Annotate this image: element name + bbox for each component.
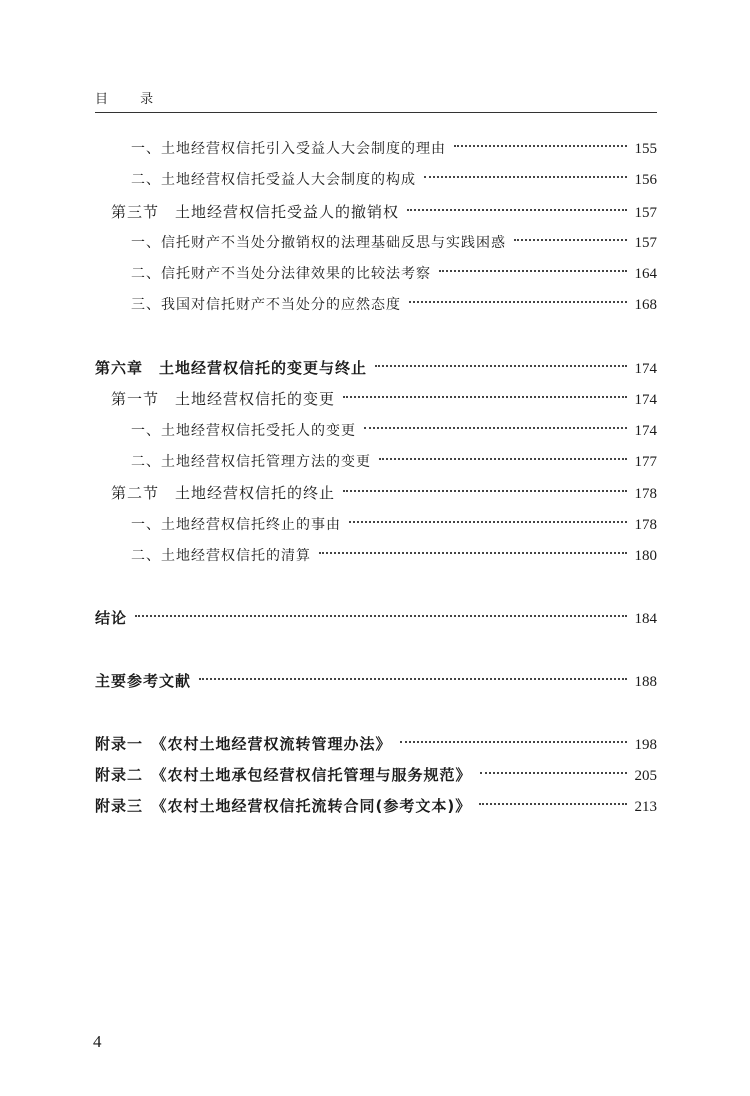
toc-entry[interactable]: [131, 419, 657, 443]
toc-leader-dots: [379, 458, 627, 460]
toc-leader-dots: [343, 396, 626, 398]
toc-page-number: 164: [634, 266, 657, 282]
toc-entry-title: 一、信托财产不当处分撤销权的法理基础反思与实践困惑: [131, 235, 506, 251]
toc-entry[interactable]: [131, 450, 657, 474]
toc-entry-title: 一、土地经营权信托引入受益人大会制度的理由: [131, 141, 446, 157]
toc-page-number: 177: [634, 454, 657, 470]
toc-entry-title: 三、我国对信托财产不当处分的应然态度: [131, 297, 401, 313]
toc-page-number: 198: [634, 737, 657, 753]
toc-leader-dots: [479, 803, 626, 805]
toc-entry[interactable]: [131, 293, 657, 317]
toc-leader-dots: [199, 678, 626, 680]
running-header: [95, 88, 657, 113]
toc-page-number: 156: [634, 172, 657, 188]
toc-entry-title: 结论: [95, 609, 128, 627]
toc-entry-appendix[interactable]: [95, 763, 657, 787]
toc-leader-dots: [439, 270, 627, 272]
toc-entry[interactable]: [131, 137, 657, 161]
toc-entry-title: 第三节 土地经营权信托受益人的撤销权: [111, 203, 400, 221]
toc-entry-title: 第二节 土地经营权信托的终止: [111, 484, 336, 502]
toc-entry-chapter[interactable]: [95, 669, 657, 693]
toc-leader-dots: [349, 521, 627, 523]
toc-page-number: 188: [634, 674, 657, 690]
toc-page-number: 174: [634, 361, 657, 377]
toc-entry-title: 第六章 土地经营权信托的变更与终止: [95, 359, 368, 377]
toc-leader-dots: [400, 741, 627, 743]
toc-page-number: 178: [634, 517, 657, 533]
toc-entry-title: 一、土地经营权信托终止的事由: [131, 517, 341, 533]
toc-entry-chapter[interactable]: [95, 606, 657, 630]
toc-page-number: 178: [634, 486, 657, 502]
toc-entry-title: 第一节 土地经营权信托的变更: [111, 390, 336, 408]
toc-entry-title: 二、土地经营权信托的清算: [131, 548, 311, 564]
toc-entry[interactable]: [111, 481, 657, 505]
toc-leader-dots: [407, 209, 626, 211]
toc-page-number: 155: [634, 141, 657, 157]
header-title: 目 录: [95, 92, 168, 107]
toc-entry[interactable]: [111, 200, 657, 224]
toc-leader-dots: [375, 365, 626, 367]
toc-page-number: 213: [634, 799, 657, 815]
toc-entry-chapter[interactable]: [95, 356, 657, 380]
toc-leader-dots: [409, 301, 627, 303]
toc-page-number: 180: [634, 548, 657, 564]
toc-leader-dots: [343, 490, 626, 492]
toc-page-number: 168: [634, 297, 657, 313]
toc-entry[interactable]: [131, 168, 657, 192]
toc-entry-title: 一、土地经营权信托受托人的变更: [131, 423, 356, 439]
toc-leader-dots: [480, 772, 627, 774]
toc-entry-title: 附录一 《农村土地经营权流转管理办法》: [95, 735, 392, 753]
toc-entry-title: 二、土地经营权信托管理方法的变更: [131, 454, 371, 470]
toc-leader-dots: [135, 615, 626, 617]
toc-page-number: 174: [634, 392, 657, 408]
toc-entry-appendix[interactable]: [95, 732, 657, 756]
page-number: 4: [93, 1032, 102, 1051]
toc-entry-appendix[interactable]: [95, 794, 657, 818]
toc-leader-dots: [514, 239, 627, 241]
toc-page-number: 157: [634, 205, 657, 221]
toc-entry[interactable]: [131, 513, 657, 537]
toc-page-number: 174: [634, 423, 657, 439]
toc-page-number: 157: [634, 235, 657, 251]
toc-entry-title: 附录三 《农村土地经营权信托流转合同(参考文本)》: [95, 797, 472, 815]
toc-entry[interactable]: [131, 262, 657, 286]
toc-entry[interactable]: [131, 231, 657, 255]
toc-entry-title: 主要参考文献: [95, 672, 192, 690]
toc-leader-dots: [364, 427, 627, 429]
toc-entry[interactable]: [111, 387, 657, 411]
toc-page-number: 184: [634, 611, 657, 627]
toc-leader-dots: [424, 176, 627, 178]
toc-page-number: 205: [634, 768, 657, 784]
toc-entry-title: 二、信托财产不当处分法律效果的比较法考察: [131, 266, 431, 282]
toc-entry-title: 附录二 《农村土地承包经营权信托管理与服务规范》: [95, 766, 472, 784]
toc-entry-title: 二、土地经营权信托受益人大会制度的构成: [131, 172, 416, 188]
toc-entry[interactable]: [131, 544, 657, 568]
toc-leader-dots: [454, 145, 627, 147]
toc-leader-dots: [319, 552, 627, 554]
